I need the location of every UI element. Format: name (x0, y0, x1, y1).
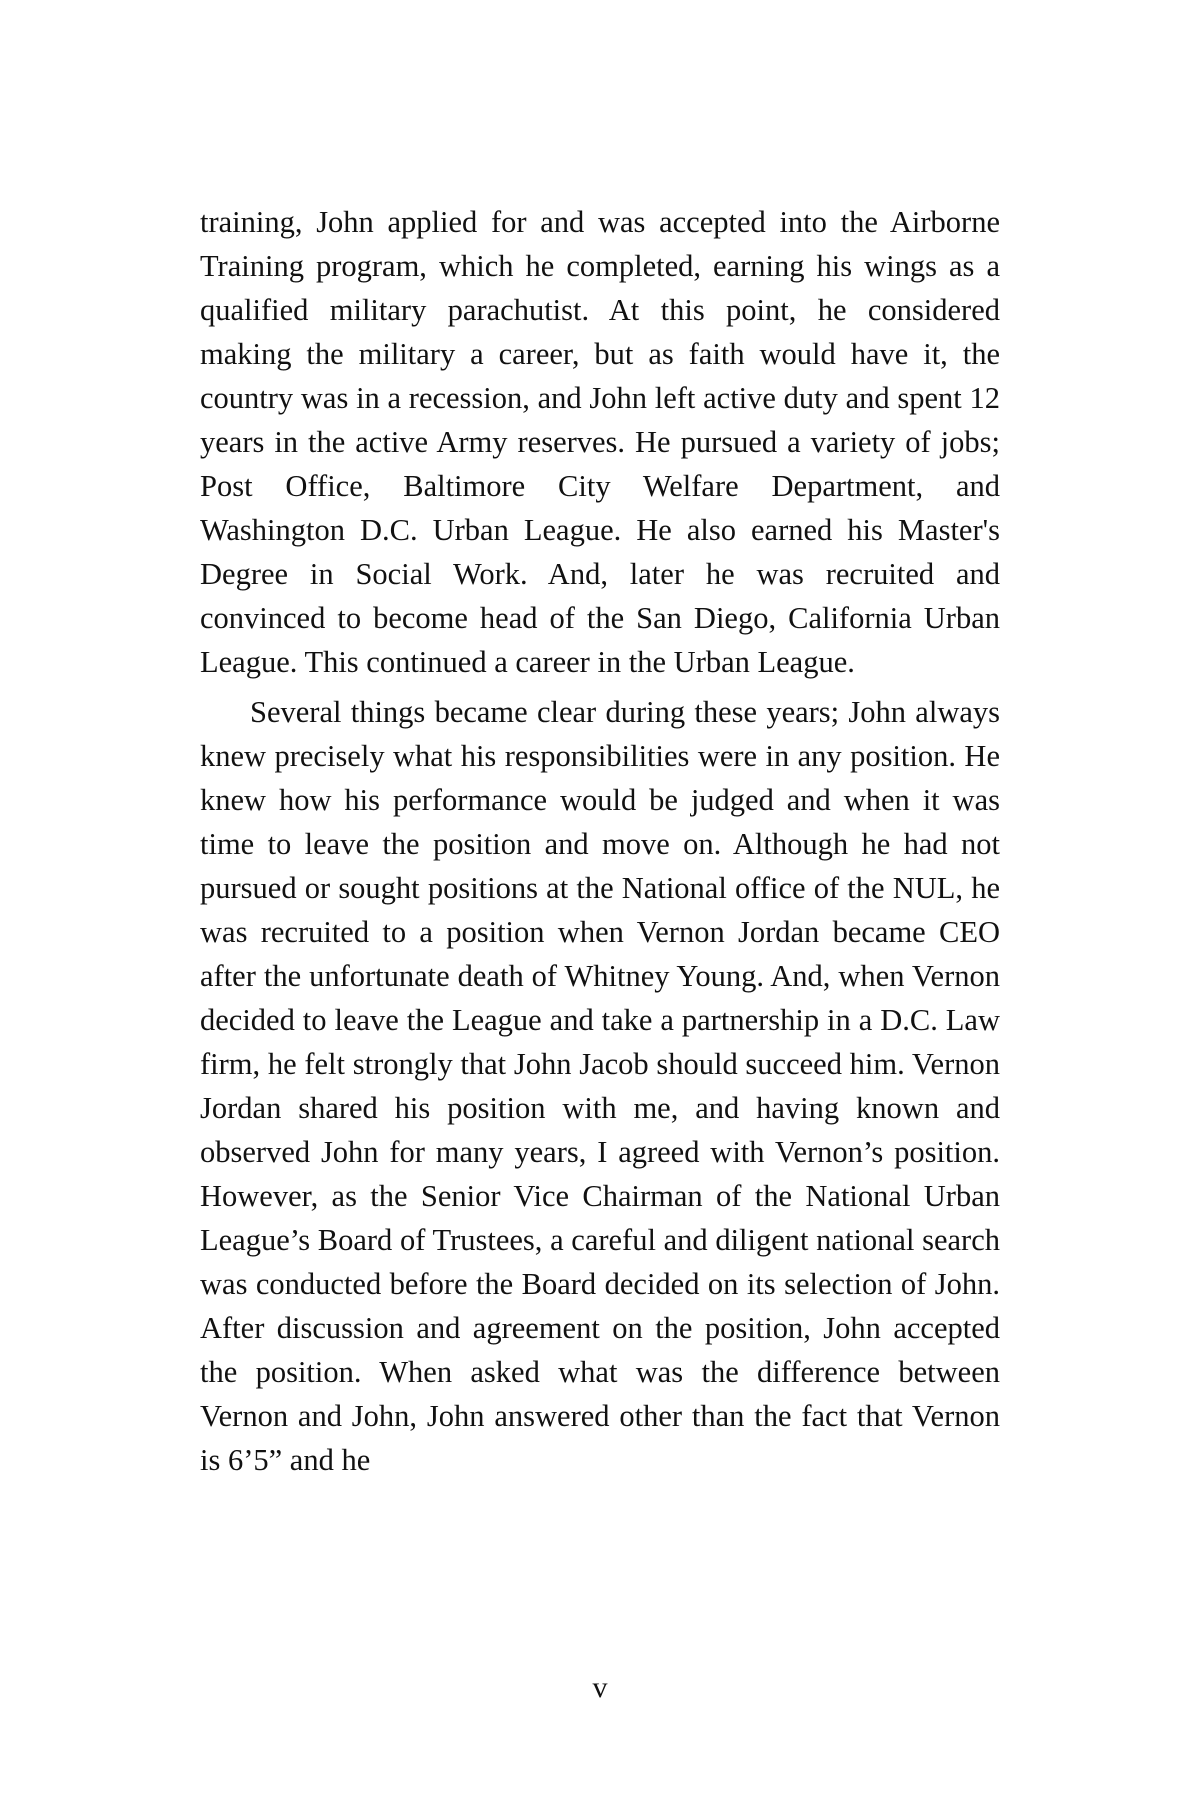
page-number: v (592, 1671, 608, 1704)
paragraph-1: training, John applied for and was accepted into the Airborne Training program, which he completed, earning his wings as a qualified military parachutist. At this point, he considered making the military a career, but as faith would have it, the country was in a recession, and John left active duty and spent 12 years in the active Army reserves. He pursued a variety of jobs; Post Office, Baltimore City Welfare Department, and Washington D.C. Urban League. He also earned his Master's Degree in Social Work. And, later he was recruited and convinced to become head of the San Diego, California Urban League. This continued a career in the Urban League. (200, 205, 1000, 679)
page-body (200, 200, 1000, 1482)
paragraph-2: Several things became clear during these years; John always knew precisely what his responsibilities were in any position. He knew how his performance would be judged and when it was time to leave the position and move on. Although he had not pursued or sought positions at the National office of the NUL, he was recruited to a position when Vernon Jordan became CEO after the unfortunate death of Whitney Young. And, when Vernon decided to leave the League and take a partnership in a D.C. Law firm, he felt strongly that John Jacob should succeed him. Vernon Jordan shared his position with me, and having known and observed John for many years, I agreed with Vernon’s position. However, as the Senior Vice Chairman of the National Urban League’s Board of Trustees, a careful and diligent national search was conducted before the Board decided on its selection of John. After discussion and agreement on the position, John accepted the position. When asked what was the difference between Vernon and John, John answered other than the fact that Vernon is 6’5” and he (200, 695, 1000, 1477)
